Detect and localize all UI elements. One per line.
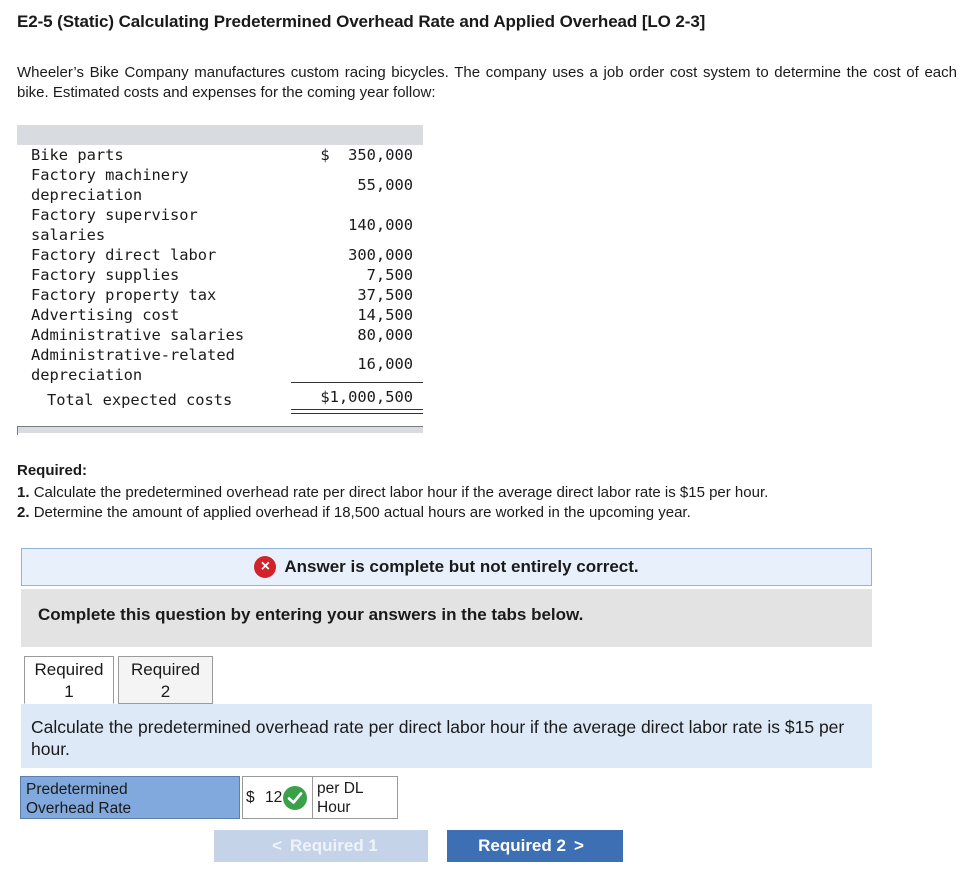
cost-label: Advertising cost [31, 306, 180, 324]
table-row [31, 165, 423, 205]
tab-number: 2 [160, 682, 171, 701]
cost-label: Factory supplies [31, 266, 180, 284]
instruction-text: Complete this question by entering your answers in the tabs below. [38, 605, 584, 624]
cost-label: Administrative salaries [31, 326, 245, 344]
cost-label: Administrative-related depreciation [31, 346, 235, 384]
answer-label-text: Predetermined Overhead Rate [26, 781, 132, 817]
required-item-text: Determine the amount of applied overhead if 18,500 actual hours are worked in the upcoming year. [33, 504, 691, 521]
cost-amount: 16,000 [357, 355, 413, 373]
cost-amount: 7,500 [366, 266, 413, 284]
next-button-label: Required 2 [478, 836, 566, 855]
tab-label: Required [131, 660, 200, 679]
cost-table-header [17, 125, 423, 145]
cost-table [17, 125, 423, 433]
cost-label: Bike parts [31, 146, 124, 164]
cost-label: Factory property tax [31, 286, 217, 304]
cost-label: Factory supervisor salaries [31, 206, 198, 244]
page-title: E2-5 (Static) Calculating Predetermined Overhead Rate and Applied Overhead [LO 2-3] [17, 12, 706, 31]
prev-required-button[interactable] [214, 830, 428, 862]
required-item-text: Calculate the predetermined overhead rate per direct labor hour if the average direct labor rate is $15 per hour. [33, 484, 769, 501]
cost-amount: 140,000 [348, 216, 413, 234]
total-row [31, 390, 423, 410]
question-panel [21, 704, 872, 768]
table-row [31, 145, 423, 165]
overhead-rate-input[interactable] [242, 776, 314, 819]
answer-unit [312, 776, 398, 819]
table-row [31, 205, 423, 245]
instruction-box [21, 589, 872, 647]
required-item-number: 2. [17, 504, 30, 521]
currency-symbol: $ [246, 789, 255, 806]
tab-required-2[interactable] [118, 656, 213, 704]
overhead-rate-value: 12 [265, 789, 283, 806]
table-row [31, 345, 423, 385]
tab-required-1[interactable] [24, 656, 114, 704]
question-text: Calculate the predetermined overhead rate per direct labor hour if the average direct labor rate is $15 per hour. [31, 717, 845, 759]
required-item-number: 1. [17, 484, 30, 501]
required-item [17, 503, 768, 523]
status-banner [21, 548, 872, 586]
required-item [17, 483, 768, 503]
tab-number: 1 [64, 682, 74, 701]
answer-label [20, 776, 240, 819]
cost-amount: 37,500 [357, 286, 413, 304]
correct-check-icon [283, 786, 307, 810]
cost-amount: 14,500 [357, 306, 413, 324]
answer-unit-text: per DL Hour [317, 780, 364, 816]
total-underline [291, 382, 423, 383]
prev-button-label: Required 1 [290, 836, 378, 855]
table-row [31, 245, 423, 265]
cost-amount: 300,000 [348, 246, 413, 264]
required-list [17, 483, 768, 523]
table-row [31, 325, 423, 345]
next-required-button[interactable] [447, 830, 623, 862]
tab-label: Required [34, 660, 104, 679]
table-row [31, 285, 423, 305]
cost-amount: 80,000 [357, 326, 413, 344]
cost-amount: 55,000 [357, 176, 413, 194]
cost-label: Factory machinery depreciation [31, 166, 189, 204]
total-label: Total expected costs [47, 391, 233, 409]
cost-amount: $ 350,000 [320, 146, 413, 164]
required-heading: Required: [17, 462, 88, 479]
chevron-right-icon: > [573, 836, 584, 855]
status-banner-text: Answer is complete but not entirely correct. [284, 557, 639, 576]
chevron-left-icon: < [272, 836, 283, 855]
cost-table-footer [17, 426, 423, 433]
total-double-underline [291, 409, 423, 414]
cost-table-corner [17, 427, 18, 435]
cost-label: Factory direct labor [31, 246, 217, 264]
table-row [31, 265, 423, 285]
total-amount: $1,000,500 [320, 388, 413, 406]
intro-paragraph: Wheeler’s Bike Company manufactures custom racing bicycles. The company uses a job order cost system to determine the cost of each bike. Estimated costs and expenses for the coming year follow: [17, 64, 957, 101]
table-row [31, 305, 423, 325]
error-x-icon: × [254, 556, 276, 578]
